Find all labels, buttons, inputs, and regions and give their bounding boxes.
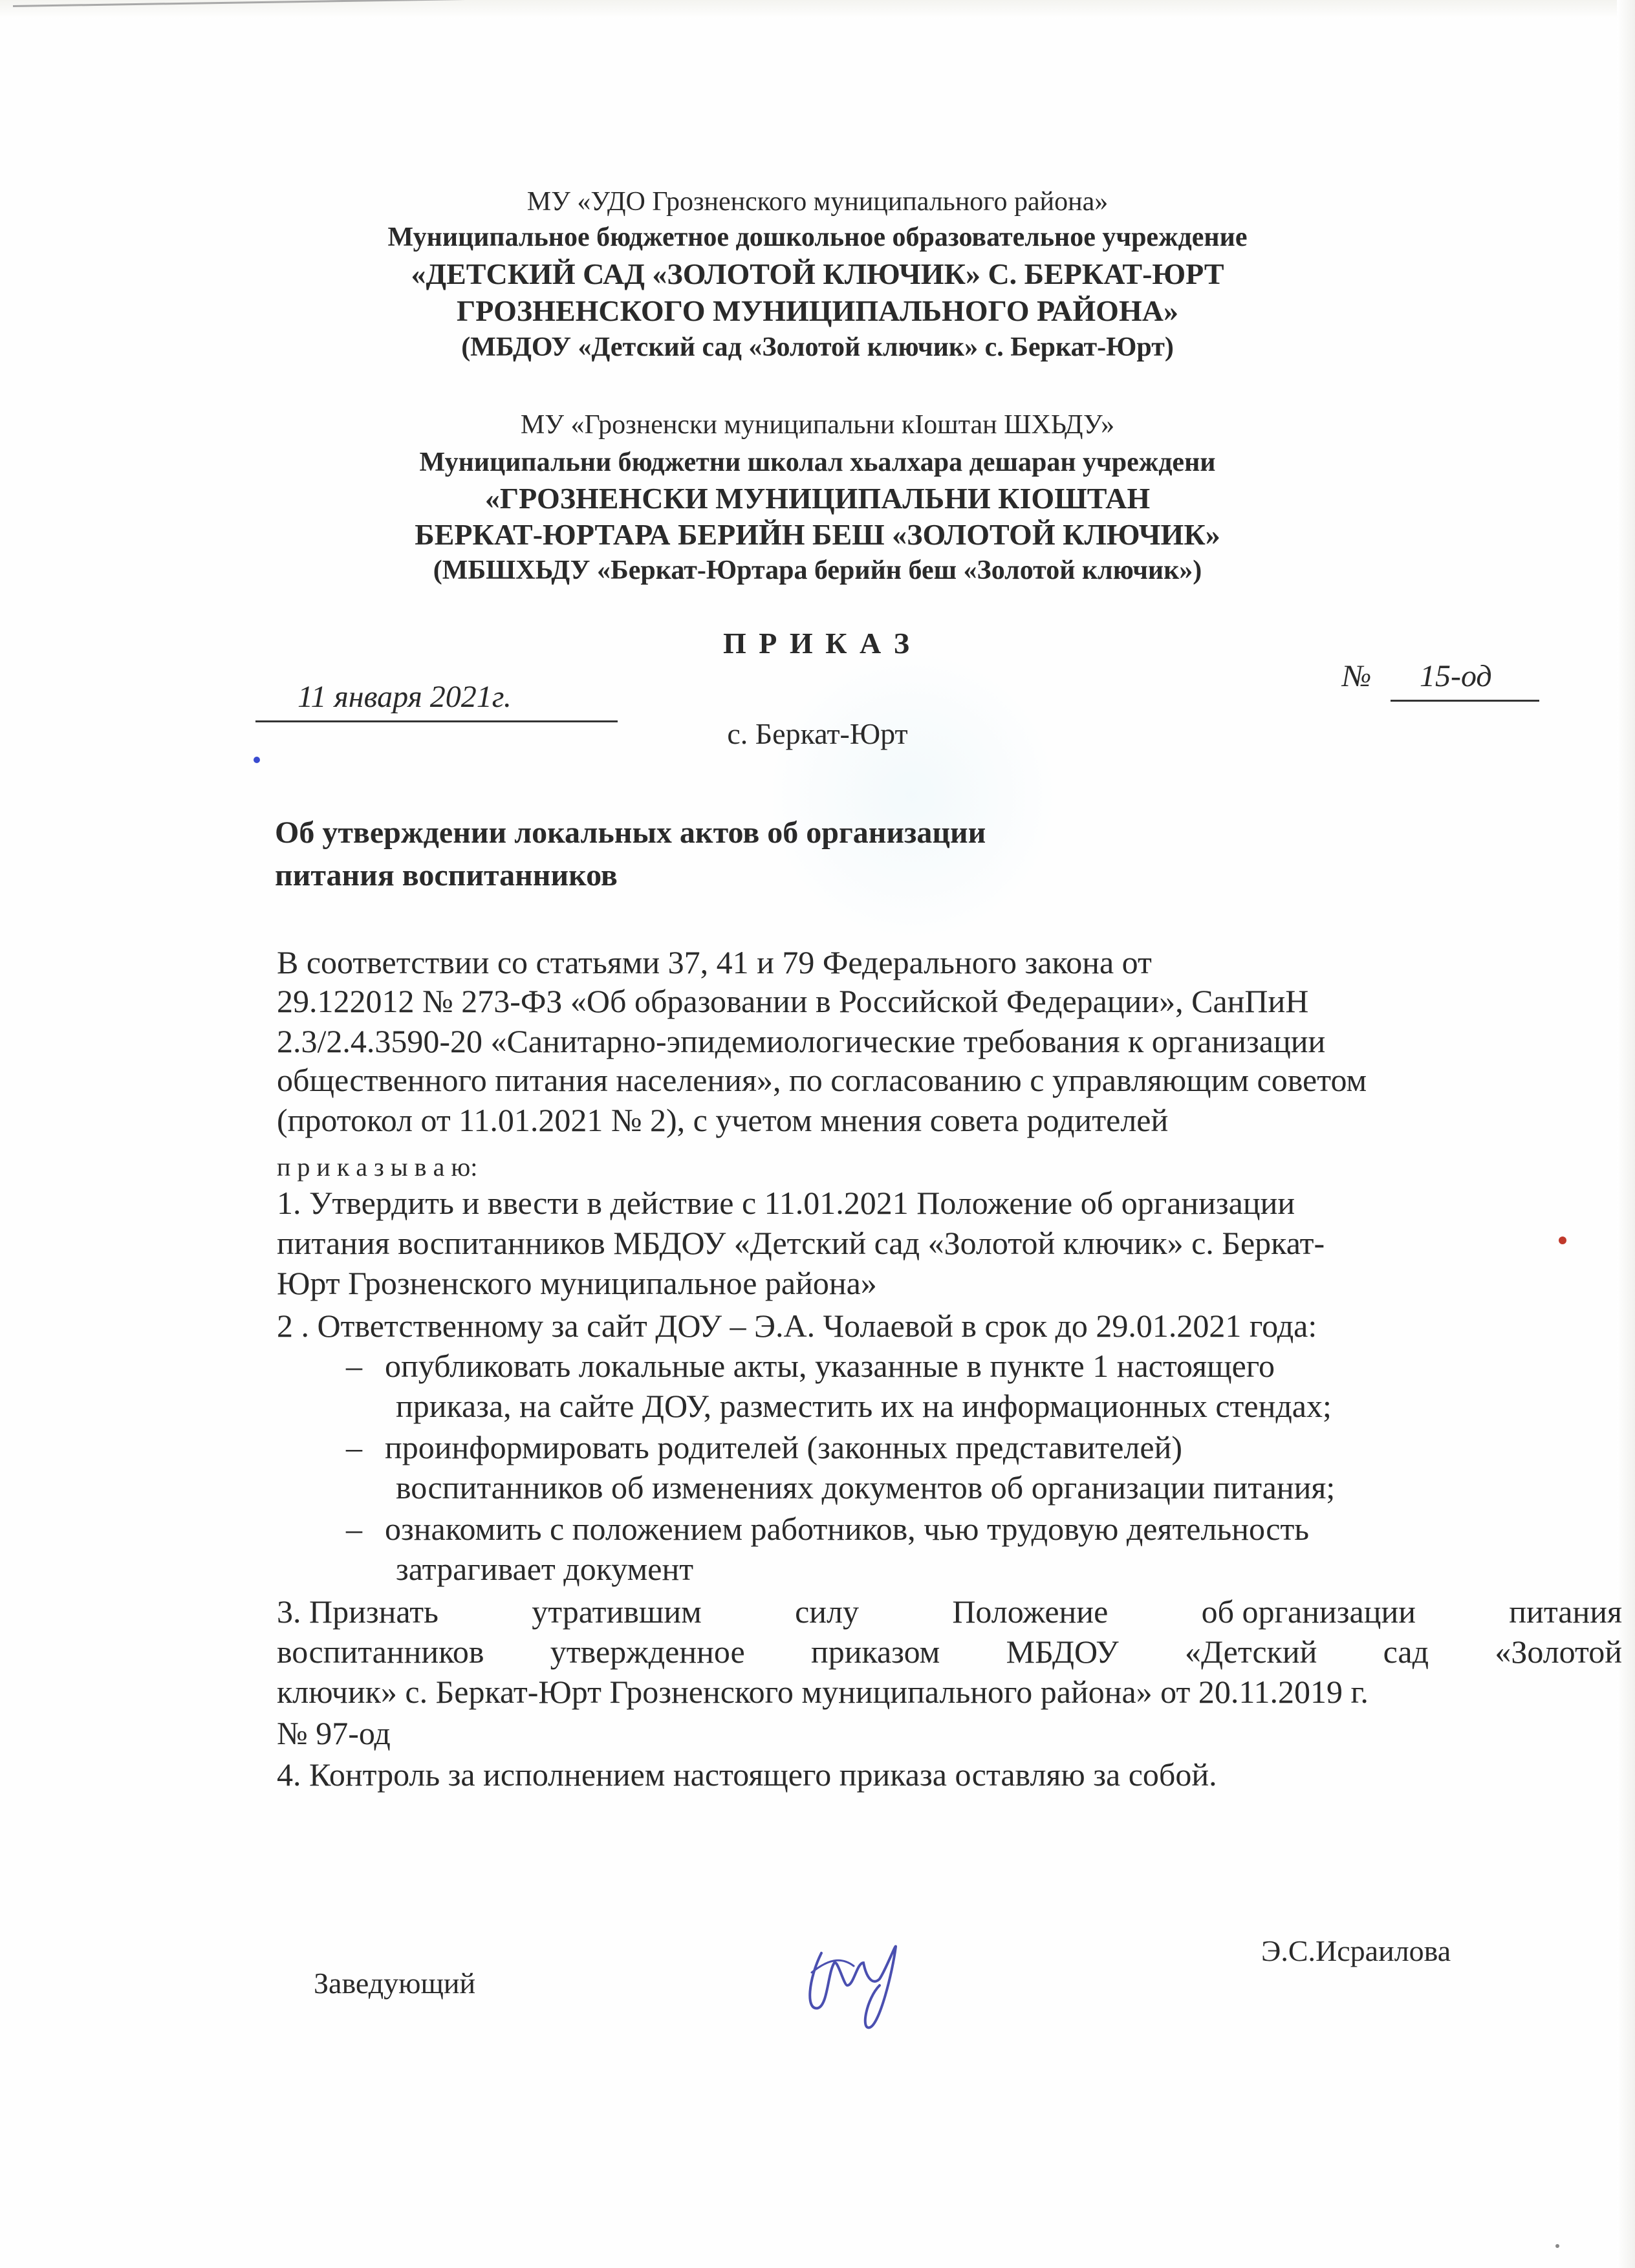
orders-word: п р и к а з ы в а ю: — [277, 1152, 478, 1182]
item2-bullet-1-marker: – — [346, 1348, 362, 1384]
signature-name: Э.С.Исраилова — [1261, 1934, 1451, 1967]
header-ru-parent-org: МУ «УДО Грозненского муниципального района» — [526, 187, 1109, 217]
item1-line-2: питания воспитанников МБДОУ «Детский сад «Золотой ключик» с. Беркат- — [277, 1225, 1325, 1261]
preamble-line-4: общественного питания населения», по согласованию с управляющим советом — [277, 1062, 1367, 1098]
item3-word: силу — [795, 1593, 859, 1630]
item2-bullet-1-line-2: приказа, на сайте ДОУ, разместить их на информационных стендах; — [396, 1388, 1332, 1424]
item3-word: «Детский — [1184, 1634, 1317, 1670]
item2-bullet-3-line-2: затрагивает документ — [396, 1551, 694, 1587]
item2-bullet-3-marker: – — [346, 1511, 362, 1547]
item3-word: 3. Признать — [277, 1593, 439, 1630]
header-ce-org-type: Муниципальни бюджетни школал хьалхара дешаран учреждени — [419, 448, 1216, 477]
item1-line-1: 1. Утвердить и ввести в действие с 11.01.2021 Положение об организации — [277, 1185, 1295, 1221]
preamble-line-5: (протокол от 11.01.2021 № 2), с учетом мнения совета родителей — [277, 1102, 1169, 1138]
item3-line-3: ключик» с. Беркат-Юрт Грозненского муниципального района» от 20.11.2019 г. — [277, 1674, 1369, 1710]
preamble-line-3: 2.3/2.4.3590-20 «Санитарно-эпидемиологические требования к организации — [277, 1023, 1326, 1059]
preamble-line-1: В соответствии со статьями 37, 41 и 79 Федерального закона от — [277, 944, 1152, 980]
header-ce-org-short: (МБШХЬДУ «Беркат-Юртара берийн беш «Золотой ключик») — [433, 556, 1202, 585]
item4: 4. Контроль за исполнением настоящего приказа оставляю за собой. — [277, 1756, 1217, 1793]
red-dot — [1559, 1237, 1566, 1244]
item3-word: сад — [1383, 1634, 1429, 1670]
item3-line-4: № 97-од — [277, 1715, 391, 1751]
order-place: с. Беркат-Юрт — [727, 717, 908, 750]
header-ce-parent-org: МУ «Грозненски муниципальни кIоштан ШХЬДУ» — [520, 410, 1115, 440]
item2-bullet-3-line-1: ознакомить с положением работников, чью трудовую деятельность — [385, 1511, 1310, 1547]
order-date: 11 января 2021г. — [298, 680, 512, 714]
item3-line-2 — [277, 1632, 1622, 1671]
item3-word: приказом — [810, 1634, 940, 1670]
item3-word: утратившим — [532, 1593, 702, 1630]
item3-word: МБДОУ — [1006, 1634, 1119, 1670]
order-number-sign: № — [1342, 659, 1372, 693]
item2-bullet-2-line-1: проинформировать родителей (законных представителей) — [385, 1429, 1183, 1465]
item2-bullet-2-marker: – — [346, 1429, 362, 1465]
header-ru-org-short: (МБДОУ «Детский сад «Золотой ключик» с. Беркат-Юрт) — [461, 332, 1174, 362]
item2-bullet-1-line-1: опубликовать локальные акты, указанные в пункте 1 настоящего — [385, 1348, 1275, 1384]
header-ru-org-name-1: «ДЕТСКИЙ САД «ЗОЛОТОЙ КЛЮЧИК» С. БЕРКАТ-ЮРТ — [411, 257, 1224, 290]
number-underline — [1391, 700, 1539, 702]
subject-line-1: Об утверждении локальных актов об организации — [275, 815, 986, 850]
signature-position: Заведующий — [314, 1967, 476, 2000]
header-ce-org-name-1: «ГРОЗНЕНСКИ МУНИЦИПАЛЬНИ КIОШТАН — [484, 482, 1151, 515]
preamble-line-2: 29.122012 № 273-ФЗ «Об образовании в Российской Федерации», СанПиН — [277, 983, 1309, 1019]
header-ce-org-name-2: БЕРКАТ-ЮРТАРА БЕРИЙН БЕШ «ЗОЛОТОЙ КЛЮЧИК» — [415, 518, 1220, 551]
stamp-smudge — [763, 647, 1061, 944]
item3-line-1 — [277, 1592, 1622, 1631]
signature-handwriting — [783, 1934, 944, 2031]
item3-word: питания — [1509, 1593, 1622, 1630]
item2-lead: 2 . Ответственному за сайт ДОУ – Э.А. Чолаевой в срок до 29.01.2021 года: — [277, 1308, 1317, 1344]
order-number: 15-од — [1420, 659, 1492, 693]
item2-bullet-2-line-2: воспитанников об изменениях документов об организации питания; — [396, 1469, 1336, 1506]
order-title: П Р И К А З — [722, 627, 912, 660]
ink-spot — [254, 757, 260, 763]
subject-line-2: питания воспитанников — [275, 858, 618, 892]
header-ru-org-name-2: ГРОЗНЕНСКОГО МУНИЦИПАЛЬНОГО РАЙОНА» — [457, 294, 1178, 327]
header-ru-org-type: Муниципальное бюджетное дошкольное образовательное учреждение — [387, 222, 1248, 252]
item3-word: «Золотой — [1495, 1634, 1622, 1670]
item3-word: воспитанников — [277, 1634, 484, 1670]
item3-word: утвержденное — [550, 1634, 745, 1670]
item1-line-3: Юрт Грозненского муниципальное района» — [277, 1265, 877, 1301]
item3-word: Положение — [952, 1593, 1109, 1630]
item3-word: об организации — [1201, 1593, 1416, 1630]
scan-speck — [1555, 2244, 1559, 2248]
